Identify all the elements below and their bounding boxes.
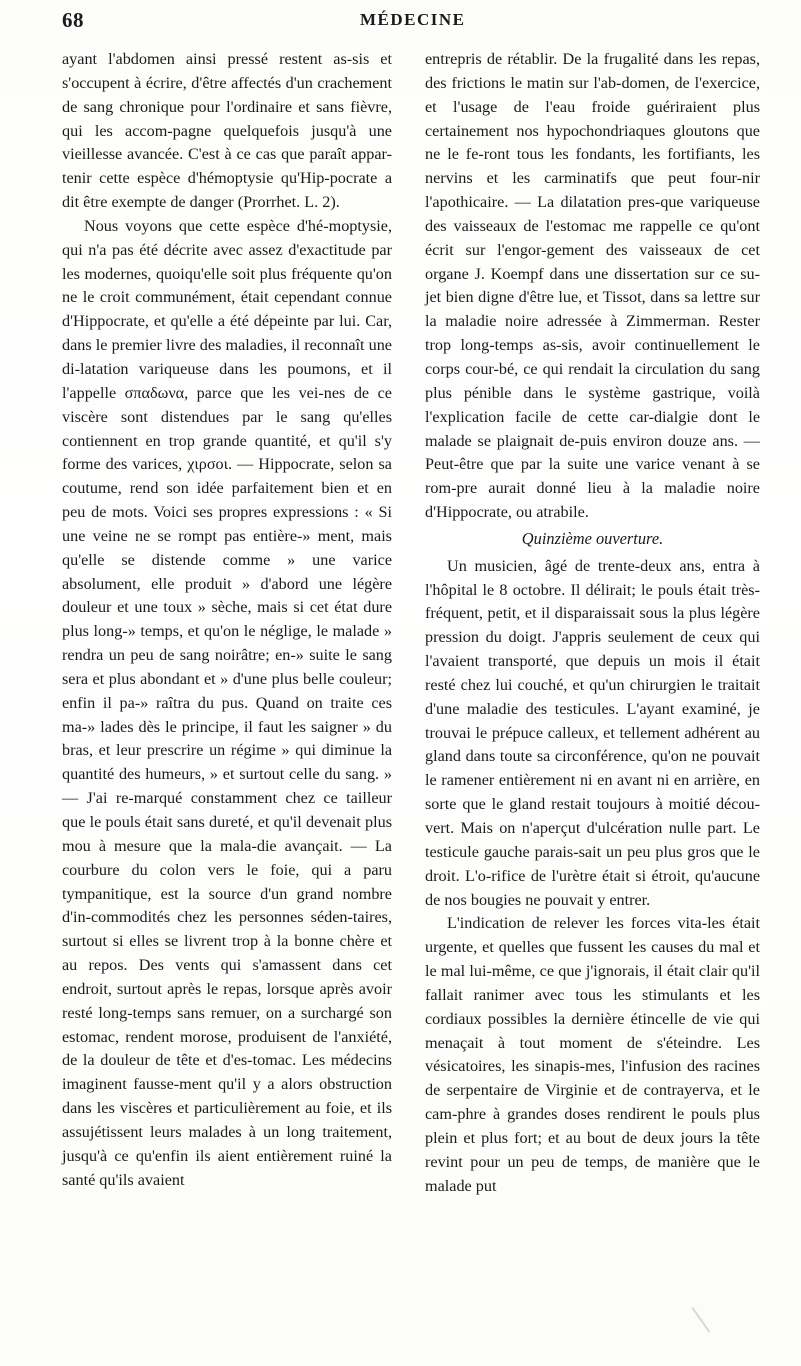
running-title: MÉDECINE [360,10,466,29]
page-number: 68 [62,8,84,32]
paragraph: L'indication de relever les forces vita-les était urgente, et quelles que fussent les causes du mal et le mal lui-même, ce que j'ignorais, il était clair qu'il fallait ranimer avec tous les stimulants et les cordiaux possibles la dernière étincelle de vie qui menaçait à tout moment de s'éteindre. Les vésicatoires, les sinapis-mes, l'infusion des racines de serpentaire de Virginie et de contrayerva, et le cam-phre à grandes doses rendirent le pouls plus plein et plus fort; et au bout de deux jours la tête revint pour un peu de temps, de manière que le malade put [425,914,760,1195]
left-column [62,48,392,1193]
section-heading: Quinzième ouverture. [521,528,664,548]
paragraph: ayant l'abdomen ainsi pressé restent as-sis et s'occupent à écrire, d'être affectés d'un crachement de sang chronique pour l'ordinaire et sans fièvre, qui les accom-pagne quelquefois jusqu'à une vieillesse avancée. C'est à ce cas que paraît appar-tenir cette espèce d'hémoptysie qu'Hip-pocrate a dit être exempte de danger (Prorrhet. L. 2). [62,50,392,212]
paragraph: Un musicien, âgé de trente-deux ans, entra à l'hôpital le 8 octobre. Il délirait; le pouls était très-fréquent, petit, et il disparaissait sous la plus légère pression du doigt. J'appris seulement de ceux qui l'avaient transporté, que depuis un mois il était resté chez lui couché, et qu'un chirurgien le traitait d'une maladie des testicules. L'ayant examiné, je trouvai le prépuce calleux, et tellement adhérent au gland dans toute sa circonférence, qu'on ne pouvait le ramener entièrement ni en avant ni en arrière, en sorte que le gland restait toujours à moitié décou-vert. Mais on n'aperçut d'ulcération nulle part. Le testicule gauche parais-sait un peu plus gros que le droit. L'o-rifice de l'urètre était si étroit, qu'aucune de nos bougies ne pouvait y entrer. [425,556,760,909]
paragraph: Nous voyons que cette espèce d'hé-moptysie, qui n'a pas été décrite avec assez d'exactitude par les modernes, quoiqu'elle soit plus fréquente qu'on ne le croit communément, était cependant connue d'Hippocrate, et qu'elle a été dépeinte par lui. Car, dans le premier livre des maladies, il reconnaît une di-latation variqueuse dans les poumons, et il l'appelle σπαδωνα, parce que les vei-nes de ce viscère sont distendues par le sang qu'elles contiennent en trop grande quantité, et qu'il s'y forme des varices, χιρσοι. — Hippocrate, selon sa coutume, rend son idée parfaitement bien et en peu de mots. Voici ses propres expressions : « Si une veine ne se rompt pas entière-» ment, mais qu'elle se distende comme » une varice absolument, elle produit » d'abord une légère douleur et une toux » sèche, mais si cet état dure plus long-» temps, et qu'on le néglige, le malade » rendra un peu de sang noirâtre; en-» suite le sang sera et plus abondant et » d'une plus belle couleur; enfin il pa-» raîtra du pus. Quand on traite ces ma-» lades dès le principe, il faut les saigner » du bras, et leur prescrire un régime » qui diminue la quantité des humeurs, » et surtout celle du sang. » — J'ai re-marqué constamment chez ce tailleur que le pouls était sans dureté, et qu'il devenait plus mou à mesure que la mala-die avançait. — La courbure du colon vers le foie, qui a paru tympanitique, est la source d'un grand nombre d'in-commodités chez les personnes séden-taires, surtout si elles se livrent trop à la bonne chère et au repos. Des vents qui s'amassent dans cet endroit, surtout après le repas, lorsque après avoir resté long-temps sans remuer, on a surchargé son estomac, rendent morose, produisent de l'anxiété, de la douleur de tête et d'es-tomac. Les médecins imaginent fausse-ment qu'il y a alors obstruction dans les viscères et particulièrement au foie, et ils assujétissent leurs malades à un long traitement, jusqu'à ce qu'enfin ils aient entièrement ruiné la santé qu'ils avaient [62,216,392,1189]
paragraph: entrepris de rétablir. De la frugalité dans les repas, des frictions le matin sur l'ab-domen, de l'exercice, et l'usage de l'eau froide guériraient plus certainement nos hypochondriaques gloutons que ne le fe-ront tous les fondants, les fortifiants, les nervins et les carminatifs que peut four-nir l'apothicaire. — La dilatation pres-que variqueuse des vaisseaux de l'estomac me rappelle ce qu'ont écrit sur l'engor-gement des vaisseaux de cet organe J. Koempf dans une dissertation sur ce su-jet bien digne d'être lue, et Tissot, dans sa lettre sur la maladie noire adressée à Zimmerman. Rester trop long-temps as-sis, avoir continuellement le corps cour-bé, ce qui rendait la circulation du sang plus pénible dans le système gastrique, voilà l'explication facile de cette car-dialgie dont le malade se plaignait de-puis environ douze ans. — Peut-être que par la suite une varice venant à se rom-pre aurait donné lieu à la maladie noire d'Hippocrate, ou atrabile. [425,50,760,522]
margin-mark [692,1307,711,1333]
right-column [425,48,760,1199]
